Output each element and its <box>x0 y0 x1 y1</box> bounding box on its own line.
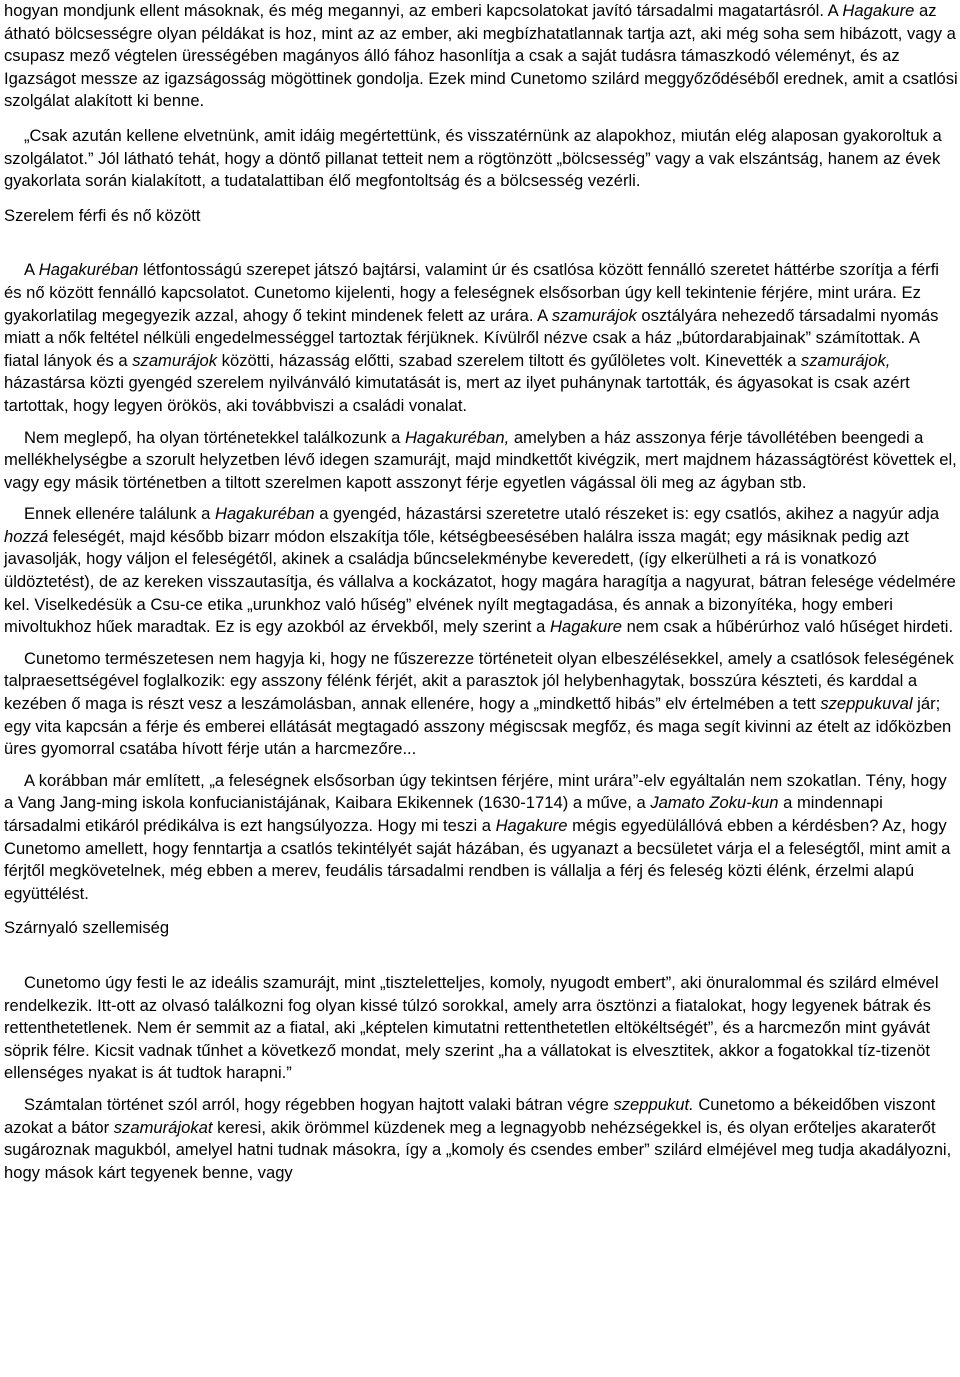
text-run: Cunetomo természetesen nem hagyja ki, hogy ne fűszerezze történeteit olyan elbeszélésekkel, amely a csatlósok feleségének talpraesettségével foglalkozik: egy asszony félénk férjét, akit a parasztok jól helybenhagytak, bosszúra készteti, és karddal a kezében ő maga is részt vesz a leszámolásban, annak ellenére, hogy a „mindkettő hibás” elv értelmében a tett <box>4 648 954 714</box>
text-run: az átható bölcsességre olyan példákat is hoz, mint az az ember, aki megbízhatatlannak tartja azt, aki még soha sem hibázott, vagy a csupasz mező végtelen ürességében magányos álló fához hasonlítja a csak a saját tudásra támaszkodó véleményt, és az Igazságot messze az igazságosság mögöttinek gondolja. Ezek mind Cunetomo szilárd meggyőződéséből erednek, amit a csatlósi szolgálat alakított ki benne. <box>4 1 958 111</box>
text-italic: szamurájok, <box>800 350 891 370</box>
text-italic: Hagakure <box>550 617 622 637</box>
text-run: Cunetomo úgy festi le az ideális szamurájt, mint „tiszteletteljes, komoly, nyugodt embert”, aki önuralommal és szilárd elmével rendelkezik. Itt-ott az olvasó találkozni fog olyan kissé túlzó sorokkal, amely arra ösztönzi a fiatalokat, hogy legyenek bátrak és rettenthetetlenek. Nem ér semmit az a fiatal, aki „képtelen kimutatni rettenthetetlen eltökéltségét”, és a harcmezőn mint gyávát söprik félre. Kicsit vadnak tűnhet a következő mondat, mely szerint „ha a vállatokat is elvesztitek, akkor a fogatokkal tíz-tizenöt ellenséges nyakat is át tudtok harapni.” <box>4 972 939 1083</box>
text-run: nem csak a hűbérúrhoz való hűséget hirdeti. <box>621 617 954 637</box>
section-heading-love: Szerelem férfi és nő között <box>4 205 201 225</box>
text-run: házastársa közti gyengéd szerelem nyilvánváló kimutatását is, mert az ilyet puhánynak tartották, és ágyasokat is csak azért tartottak, hogy legyen örökös, aki továbbviszi a családi vonalat. <box>4 373 910 415</box>
text-run: létfontosságú szerepet játszó bajtársi, valamint úr és csatlósa között fennálló szeretet háttérbe szorítja a férfi és nő között fennálló kapcsolatot. Cunetomo kijelenti, hogy a feleségnek elsősorban úgy kell tekintenie férjére, mint urára. Ez gyakorlatilag megegyezik azzal, ahogy ő tekint mindenek felett az urára. A <box>4 260 939 325</box>
text-run: hogyan mondjunk ellent másoknak, és még megannyi, az emberi kapcsolatokat javító társadalmi magatartásról. A <box>4 1 843 20</box>
text-run: jár; egy vita kapcsán a férje és emberei ellátását megtagadó asszony mégiscsak megfőz, és maga segít kivinni az ételt az időközben üres gyomorral csatába hívott férje után a harcmezőre... <box>4 694 952 759</box>
paragraph-continuation <box>4 0 958 113</box>
section-heading-spirit: Szárnyaló szellemiség <box>4 918 170 938</box>
text-italic: Hagakuréban <box>38 260 139 280</box>
text-italic: Hagakuréban, <box>404 427 510 447</box>
text-italic: Hagakure <box>495 816 568 835</box>
paragraph-love-4 <box>4 648 958 761</box>
text-run: Ennek ellenére találunk a <box>24 504 215 524</box>
text-run: osztályára nehezedő társadalmi nyomás miatt a nők feltétel nélküli engedelmességgel tartoztak férjüknek. Kívülről nézve csak a ház „bútordarabjainak” számítottak. A fiatal lányok és a <box>4 305 939 370</box>
text-run: A <box>24 260 39 280</box>
text-run: a mindennapi társadalmi etikáról prédikálva is ezt hangsúlyozza. Hogy mi teszi a <box>4 793 883 835</box>
text-run: „Csak azután kellene elvetnünk, amit idáig megértettünk, és visszatérnünk az alapokhoz, miután elég alaposan gyakoroltuk a szolgálatot.” Jól látható tehát, hogy a döntő pillanat tetteit nem a rögtönzött „bölcsesség” vagy a vak elszántság, hanem az évek gyakorlata során kialakított, a tudatalattiban élő megfontoltság és a bölcsesség vezérli. <box>4 125 942 191</box>
text-run: A korábban már említett, „a feleségnek elsősorban úgy tekintsen férjére, mint urára”-elv egyáltalán nem szokatlan. Tény, hogy a Vang Jang-ming iskola konfucianistájának, Kaibara Ekikennek (1630-1714) a műve, a <box>4 770 947 813</box>
text-italic: Hagakure <box>842 1 915 20</box>
text-run: Számtalan történet szól arról, hogy régebben hogyan hajtott valaki bátran végre <box>24 1094 614 1114</box>
paragraph-quote <box>4 125 958 193</box>
text-run: Nem meglepő, ha olyan történetekkel találkozunk a <box>24 427 405 447</box>
document-page <box>4 0 958 1184</box>
text-run: amelyben a ház asszonya férje távollétében beengedi a mellékhelységbe a szorult helyzetben lévő idegen szamurájt, majd mindkettőt kivégzik, mert majdnem házasságtörést követtek el, vagy egy másik történetben a tiltott szerelmen kapott asszonyt férje egyetlen vágással öli meg az ágyban stb. <box>4 427 957 492</box>
text-italic: hozzá <box>4 526 49 546</box>
paragraph-spirit-2 <box>4 1094 958 1184</box>
paragraph-spirit-1 <box>4 972 958 1085</box>
text-italic: szeppukut. <box>613 1094 694 1114</box>
text-run: Cunetomo a békeidőben viszont azokat a bátor <box>4 1094 936 1137</box>
text-italic: Jamato Zoku-kun <box>650 793 779 813</box>
text-italic: Hagakuréban <box>214 504 315 524</box>
text-italic: szamurájok <box>551 305 637 325</box>
text-run: a gyengéd, házastársi szeretetre utaló részeket is: egy csatlós, akihez a nagyúr adja <box>314 504 940 524</box>
text-run: feleségét, majd később bizarr módon elszakítja tőle, kétségbeesésében halálra issza magát; egy másiknak pedig azt javasolják, hogy váljon el feleségétől, akinek a családja bűncselekménybe keveredett, (így elkerülheti a rá is vonatkozó üldöztetést), de az kereken visszautasítja, és vállalva a kockázatot, hogy magára haragítja a nagyurat, bátran felesége védelmére kel. Viselkedésük a Csu-ce etika „urunkhoz való hűség” elvének nyílt megtagadása, és annak a bizonyítéka, hogy emberi mivoltukhoz hűek maradtak. Ez is egy azokból az érvekből, mely szerint a <box>4 526 956 637</box>
text-italic: szeppukuval <box>820 694 913 714</box>
text-italic: szamurájokat <box>113 1117 213 1137</box>
paragraph-love-5 <box>4 770 958 906</box>
paragraph-love-2 <box>4 427 958 495</box>
text-run: közötti, házasság előtti, szabad szerelem tiltott és gyűlöletes volt. Kinevették a <box>217 350 801 370</box>
paragraph-love-1 <box>4 259 958 417</box>
text-run: keresi, akik örömmel küzdenek meg a legnagyobb nehézségekkel is, és olyan erőteljes akaraterőt sugároznak magukból, amelyel hatni tudnak másokra, így a „komoly és csendes ember” szilárd elméjével meg tudja akadályozni, hogy mások kárt tegyenek benne, vagy <box>4 1117 952 1182</box>
paragraph-love-3 <box>4 503 958 639</box>
text-italic: szamurájok <box>132 350 218 370</box>
text-run: mégis egyedülállóvá ebben a kérdésben? Az, hogy Cunetomo amellett, hogy fenntartja a csatlós tekintélyét saját házában, és ugyanazt a becsületet várja el a feleségtől, mint amit a férjtől megkövetelnek, még ebben a merev, feudális társadalmi rendben is vállalja a férj és feleség közti élénk, érzelmi alapú együttélést. <box>4 816 951 903</box>
